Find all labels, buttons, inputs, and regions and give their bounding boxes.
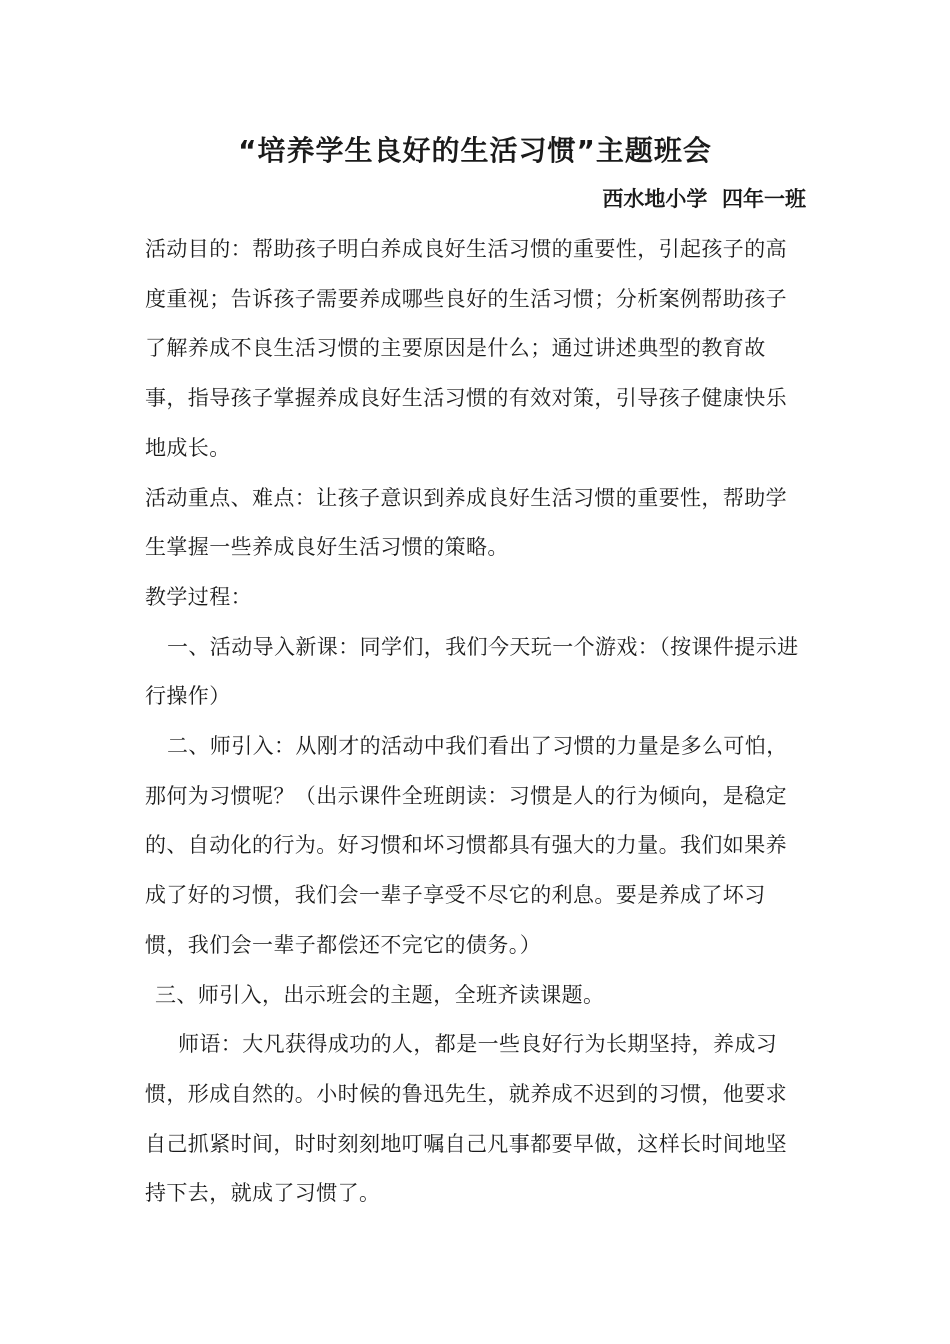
- document-title: “培养学生良好的生活习惯”主题班会: [238, 134, 712, 167]
- paragraph-step-one: 一、活动导入新课：同学们，我们今天玩一个游戏：（按课件提示进行操作）: [145, 634, 799, 709]
- paragraph-teacher-speech: 师语：大凡获得成功的人，都是一些良好行为长期坚持，养成习惯，形成自然的。小时候的鲁迅先生，就养成不迟到的习惯，他要求自己抓紧时间，时时刻刻地叮嘱自己凡事都要早做，这样长时间地坚持下去，就成了习惯了。: [145, 1032, 787, 1206]
- paragraph-key-points: 活动重点、难点：让孩子意识到养成良好生活习惯的重要性，帮助学生掌握一些养成良好生活习惯的策略。: [145, 485, 787, 560]
- paragraph-teaching-process: 教学过程：: [145, 584, 252, 609]
- paragraph-activity-goal: 活动目的：帮助孩子明白养成良好生活习惯的重要性，引起孩子的高度重视；告诉孩子需要养成哪些良好的生活习惯；分析案例帮助孩子了解养成不良生活习惯的主要原因是什么；通过讲述典型的教育故事，指导孩子掌握养成良好生活习惯的有效对策，引导孩子健康快乐地成长。: [145, 237, 787, 460]
- paragraph-step-two: 二、师引入：从刚才的活动中我们看出了习惯的力量是多么可怕，那何为习惯呢？（出示课件全班朗读：习惯是人的行为倾向，是稳定的、自动化的行为。好习惯和坏习惯都具有强大的力量。我们如果养成了好的习惯，我们会一辈子享受不尽它的利息。要是养成了坏习惯，我们会一辈子都偿还不完它的债务。）: [145, 734, 788, 957]
- document-body: [145, 225, 805, 1219]
- school-class-label: 西水地小学 四年一班: [602, 187, 806, 211]
- paragraph-step-three: 三、师引入，出示班会的主题，全班齐读课题。: [155, 982, 605, 1007]
